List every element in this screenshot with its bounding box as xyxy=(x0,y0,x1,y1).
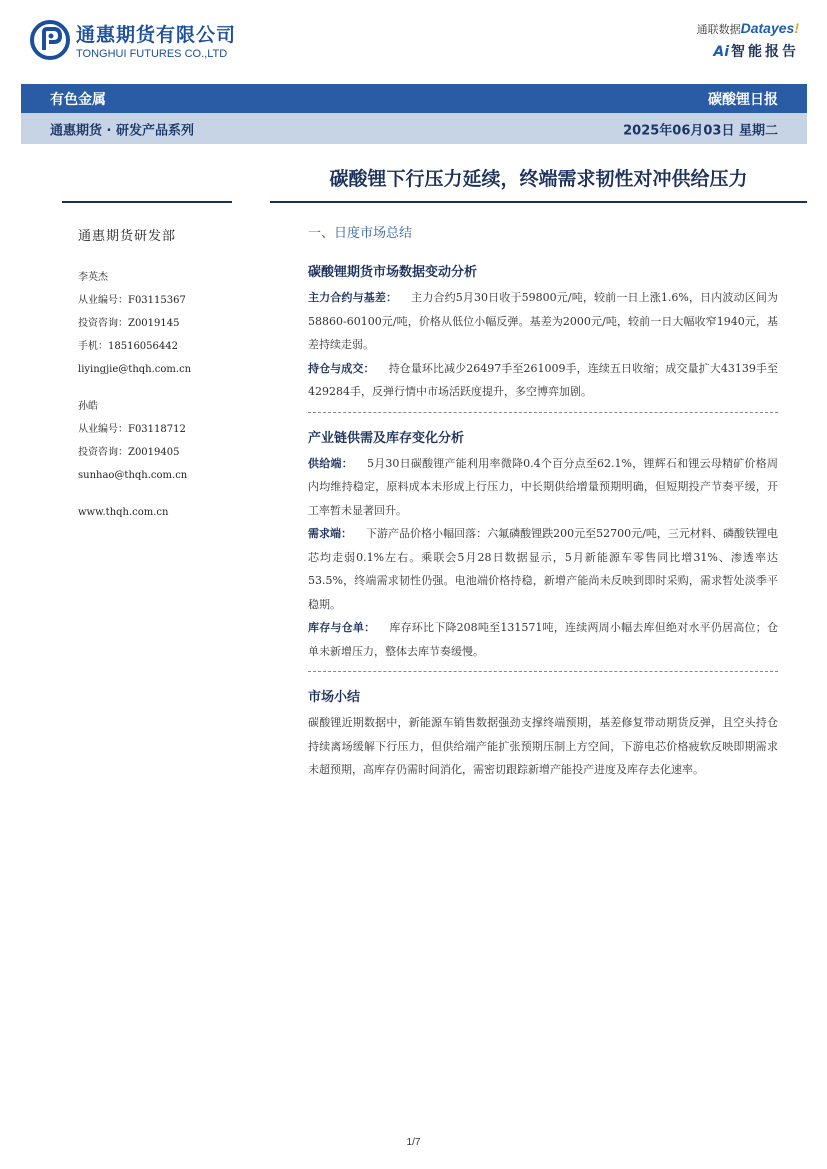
paragraph-text: 库存环比下降208吨至131571吨，连续两周小幅去库但绝对水平仍居高位；仓单未新增压力，整体去库节奏缓慢。 xyxy=(308,621,778,658)
report-title: 碳酸锂下行压力延续，终端需求韧性对冲供给压力 xyxy=(329,168,748,190)
company-name-cn: 通惠期货有限公司 xyxy=(76,24,237,46)
ai-report-label: 智能报告 xyxy=(731,44,799,60)
company-logo xyxy=(30,20,236,60)
paragraph-text: 下游产品价格小幅回落：六氟磷酸锂跌200元至52700元/吨，三元材料、磷酸铁锂电芯均走弱0.1%左右。乘联会5月28日数据显示，5月新能源车零售同比增31%、渗透率达53.5%，终端需求韧性仍强。电池端价格持稳，新增产能尚未反映到即时采购，需求暂处淡季平稳期。 xyxy=(308,527,778,611)
section-divider xyxy=(308,412,778,413)
report-type-label: 碳酸锂日报 xyxy=(708,91,778,108)
department-name: 通惠期货研发部 xyxy=(78,229,177,244)
supply-paragraph xyxy=(308,452,778,523)
futures-analysis-heading: 碳酸锂期货市场数据变动分析 xyxy=(308,265,478,280)
company-logo-icon xyxy=(30,20,70,60)
market-summary-heading: 市场小结 xyxy=(308,690,361,705)
partner-logo xyxy=(697,20,799,61)
analyst-phone: 手机：18516056442 xyxy=(78,341,178,352)
analyst-email[interactable]: liyingjie@thqh.com.cn xyxy=(78,364,192,375)
section-divider xyxy=(308,671,778,672)
analyst-email[interactable]: sunhao@thqh.com.cn xyxy=(78,470,188,481)
series-band xyxy=(21,113,807,144)
demand-paragraph xyxy=(308,522,778,616)
category-label: 有色金属 xyxy=(50,91,106,108)
title-divider-left xyxy=(62,201,232,203)
analyst-license: 从业编号：F03118712 xyxy=(78,424,186,435)
title-divider-right xyxy=(270,201,807,203)
main-contract-paragraph xyxy=(308,286,778,357)
analyst-consult: 投资咨询：Z0019145 xyxy=(78,318,180,329)
analyst-consult: 投资咨询：Z0019405 xyxy=(78,447,180,458)
website-link[interactable]: www.thqh.com.cn xyxy=(78,507,169,518)
supply-demand-heading: 产业链供需及库存变化分析 xyxy=(308,430,465,446)
paragraph-label: 主力合约与基差： xyxy=(308,291,398,304)
page-number: 1/7 xyxy=(406,1137,421,1148)
analyst-name: 李英杰 xyxy=(78,272,108,283)
partner-brand: Datayes xyxy=(740,20,795,36)
inventory-paragraph xyxy=(308,616,778,663)
paragraph-text: 持仓量环比减少26497手至261009手，连续五日收缩；成交量扩大43139手至429284手，反弹行情中市场活跃度提升，多空博弈加剧。 xyxy=(308,361,779,398)
analyst-name: 孙皓 xyxy=(78,401,98,412)
category-band xyxy=(21,84,807,113)
analyst-license: 从业编号：F03115367 xyxy=(78,295,186,306)
paragraph-label: 持仓与成交： xyxy=(308,361,375,375)
paragraph-label: 需求端： xyxy=(308,527,353,540)
partner-prefix: 通联数据 xyxy=(696,23,741,36)
section-title: 一、日度市场总结 xyxy=(308,226,413,241)
summary-paragraph: 碳酸锂近期数据中，新能源车销售数据强劲支撑终端预期，基差修复带动期货反弹，且空头持仓持续离场缓解下行压力，但供给端产能扩张预期压制上方空间，下游电芯价格疲软反映即期需求未超预期，高库存仍需时间消化，需密切跟踪新增产能投产进度及库存去化速率。 xyxy=(308,716,778,776)
paragraph-text: 5月30日碳酸锂产能利用率微降0.4个百分点至62.1%，锂辉石和锂云母精矿价格周内均维持稳定，原料成本未形成上行压力，中长期供给增量预期明确，但短期投产节奏平缓，开工率暂未显著回升。 xyxy=(308,456,779,517)
paragraph-label: 库存与仓单： xyxy=(308,621,376,634)
paragraph-text: 主力合约5月30日收于59800元/吨，较前一日上涨1.6%，日内波动区间为58860-60100元/吨，价格从低位小幅反弹。基差为2000元/吨，较前一日大幅收窄1940元，基差持续走弱。 xyxy=(308,291,779,351)
company-name-en: TONGHUI FUTURES CO.,LTD xyxy=(76,48,228,60)
series-label: 通惠期货 · 研发产品系列 xyxy=(50,123,194,138)
position-paragraph xyxy=(308,357,778,404)
report-body xyxy=(308,222,778,782)
report-date: 2025年06月03日 星期二 xyxy=(623,123,778,138)
partner-suffix: ! xyxy=(794,20,799,36)
paragraph-label: 供给端： xyxy=(308,456,353,470)
author-sidebar xyxy=(78,225,258,524)
ai-mark: Ai xyxy=(713,44,729,60)
